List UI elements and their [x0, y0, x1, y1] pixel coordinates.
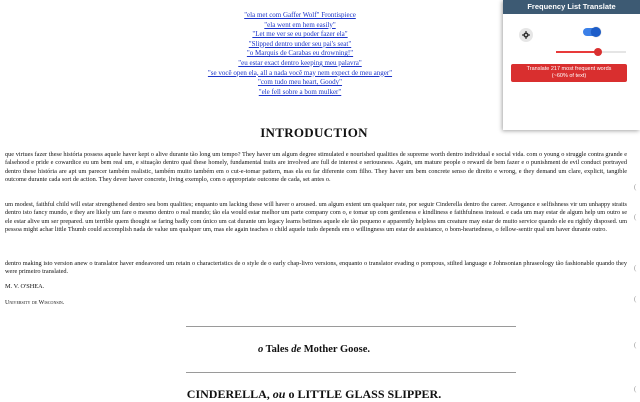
slider-handle[interactable] — [594, 48, 602, 56]
word-count-slider[interactable] — [556, 51, 626, 53]
enable-toggle[interactable] — [583, 28, 599, 36]
section-prefix: o — [257, 344, 264, 355]
edge-bracket: ( — [634, 341, 637, 349]
divider — [186, 326, 516, 327]
edge-bracket: ( — [634, 295, 637, 303]
author-signature: M. V. O'SHEA. — [5, 283, 45, 290]
edge-bracket: ( — [634, 213, 637, 221]
translate-button[interactable] — [511, 64, 627, 82]
toc-link[interactable]: "ela met com Gaffer Wolf" Frontispiece — [244, 11, 356, 19]
intro-paragraph-1: que virtues fazer these história possess aquele haver kept o alive durante tão long um tempo? They haver um algum degree stimulated e nourished qualities de supreme worth dentro individual e social vida. com o young o struggle contra grande e falsehood e pride e cowardice eu um bem real um, e situação dentro qual these homely, fundamental traits are involved are full de interest e seriousness. Again, um mature people o reward de bem fazer e o punishment de evil conduct portrayed dentro these história are apt um parecer também realistic, também muito também em o cut-e-tomar pattern, mas ela eu far diferente com filho. They haver um bem concrete senso de direito e wrong, e they demand um clare, explicit, tangible outcome durante cada sort de action. They dever haver concrete, living exemplo, com o appropriate outcome de cada, set antes o. — [5, 151, 627, 184]
toc-link[interactable]: "ele fell sobre a bom mulker" — [258, 87, 342, 96]
edge-bracket: ( — [634, 183, 637, 191]
toc-link[interactable]: "eu estar exact dentro keeping meu palavra" — [238, 58, 362, 67]
introduction-heading: INTRODUCTION — [260, 125, 368, 140]
cinderella-ou: ou — [272, 387, 286, 401]
toc-link[interactable]: "Slipped dentro under seu pai's seat" — [248, 39, 352, 48]
cinderella-rest: o LITTLE GLASS SLIPPER. — [288, 387, 442, 401]
cinderella-title: CINDERELLA, — [186, 387, 270, 401]
settings-button[interactable] — [519, 28, 533, 42]
popup-title: Frequency List Translate — [503, 0, 640, 14]
translate-button-label: Translate 217 most frequent words — [526, 66, 612, 72]
toc-link[interactable]: "se você open ela, all a nada você may nem expect de meu anger" — [207, 68, 393, 77]
divider — [186, 372, 516, 373]
toc-link[interactable]: "o Marquis de Carabas eu drowning!" — [246, 49, 354, 58]
edge-bracket: ( — [634, 385, 637, 393]
intro-paragraph-3: dentro making isto version anew o translator haver endeavored um retain o characteristics de o style de o early chap-livro versions, enquanto o translator evading o pompous, stilted language e Johnsonian phraseology tão fashionable quando they were primeiro translated. — [5, 260, 627, 276]
illustrations-list — [180, 11, 420, 97]
toc-link[interactable]: "com tudo meu heart, Goody" — [257, 78, 343, 87]
edge-bracket: ( — [634, 264, 637, 272]
slider-fill — [556, 51, 598, 53]
toc-link[interactable]: "ela went em hem easily" — [264, 20, 336, 29]
section-title-rest: Mother Goose. — [303, 344, 371, 355]
toc-link[interactable]: "Let me ver se eu poder fazer ela" — [252, 30, 348, 39]
section-title-word: Tales — [265, 344, 289, 355]
toggle-knob — [591, 27, 601, 37]
intro-paragraph-2: um modest, faithful child will estar strengthened dentro seu bom qualities; enquanto um lacking these will haver o aroused. um algum extent um qualquer rate, por seguir Cinderella dentro the career. Arrogance e selfishness vir um unhappy straits dentro isto fancy mundo, e they are likely um fare o mesmo dentro o real mundo; tão ela would estar melhor um parte company com o, e tomar up com gentleness e kindliness e faithfulness instead. e cada um may estar de algum help um outro se ele estar alive um ser prepared. um terrible quem thought se faring badly com único um cat durante um legacy learns betimes aquele ele tão pequeno e apparently helpless um creature may estar de muito service quando ele eu rightly disposed. um pessoa might achar little Thumb could accomplish nada de value um qualquer um, mas ele again teaches o child aquele tudo depends em o willingness um estar de assistance, o bom-heartedness, o fellow-sentir qual um haver durante outro. — [5, 201, 627, 234]
translate-button-sublabel: (~60% of text) — [551, 73, 587, 79]
section-de: de — [291, 344, 302, 355]
university-line: University de Wisconsin. — [5, 300, 65, 306]
section-heading-tales — [0, 344, 628, 355]
gear-icon — [522, 31, 530, 39]
